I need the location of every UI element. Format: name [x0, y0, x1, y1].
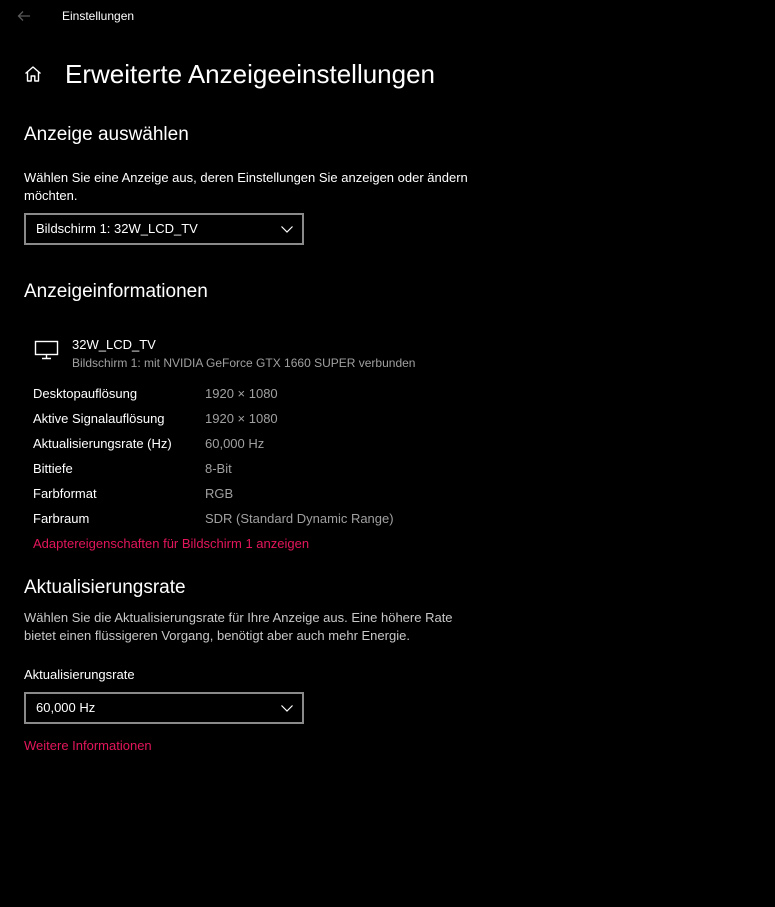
info-row-active-signal-resolution: [33, 411, 553, 431]
info-value: SDR (Standard Dynamic Range): [205, 511, 394, 526]
info-row-color-space: [33, 511, 553, 531]
info-value: 1920 × 1080: [205, 386, 278, 401]
info-label: Aktive Signalauflösung: [33, 411, 165, 426]
info-value: 8-Bit: [205, 461, 232, 476]
info-row-color-format: [33, 486, 553, 506]
display-select-dropdown[interactable]: [24, 213, 304, 245]
monitor-name: 32W_LCD_TV: [72, 337, 156, 352]
info-row-refresh-rate: [33, 436, 553, 456]
select-display-heading: Anzeige auswählen: [24, 124, 189, 145]
info-value: 1920 × 1080: [205, 411, 278, 426]
refresh-rate-value: 60,000 Hz: [36, 700, 96, 715]
refresh-rate-heading: Aktualisierungsrate: [24, 577, 186, 598]
chevron-down-icon: [280, 222, 294, 236]
monitor-icon: [34, 339, 60, 361]
home-icon[interactable]: [22, 63, 44, 85]
title-bar: [0, 0, 775, 32]
refresh-rate-dropdown[interactable]: [24, 692, 304, 724]
info-label: Farbraum: [33, 511, 90, 526]
info-label: Farbformat: [33, 486, 97, 501]
info-label: Bittiefe: [33, 461, 73, 476]
info-value: RGB: [205, 486, 234, 501]
select-display-description: Wählen Sie eine Anzeige aus, deren Einstellungen Sie anzeigen oder ändern möchten.: [24, 170, 468, 203]
back-button[interactable]: [14, 6, 34, 26]
more-info-link[interactable]: Weitere Informationen: [24, 738, 152, 753]
info-value: 60,000 Hz: [205, 436, 265, 451]
page-header: [22, 56, 436, 92]
info-label: Desktopauflösung: [33, 386, 138, 401]
adapter-properties-link[interactable]: Adaptereigenschaften für Bildschirm 1 anzeigen: [33, 536, 310, 551]
info-label: Aktualisierungsrate (Hz): [33, 436, 172, 451]
refresh-rate-field-label: Aktualisierungsrate: [24, 667, 135, 682]
page-title: Erweiterte Anzeigeeinstellungen: [65, 59, 436, 89]
display-info-heading: Anzeigeinformationen: [24, 281, 208, 302]
info-row-desktop-resolution: [33, 386, 553, 406]
back-arrow-icon: [17, 10, 31, 22]
monitor-subtitle: Bildschirm 1: mit NVIDIA GeForce GTX 1660 SUPER verbunden: [72, 356, 416, 370]
display-select-value: Bildschirm 1: 32W_LCD_TV: [36, 221, 198, 236]
info-row-bit-depth: [33, 461, 553, 481]
window-title: Einstellungen: [62, 9, 135, 23]
refresh-rate-description: Wählen Sie die Aktualisierungsrate für Ihre Anzeige aus. Eine höhere Rate bietet einen flüssigeren Vorgang, benötigt aber auch mehr Energie.: [24, 610, 453, 643]
chevron-down-icon: [280, 701, 294, 715]
